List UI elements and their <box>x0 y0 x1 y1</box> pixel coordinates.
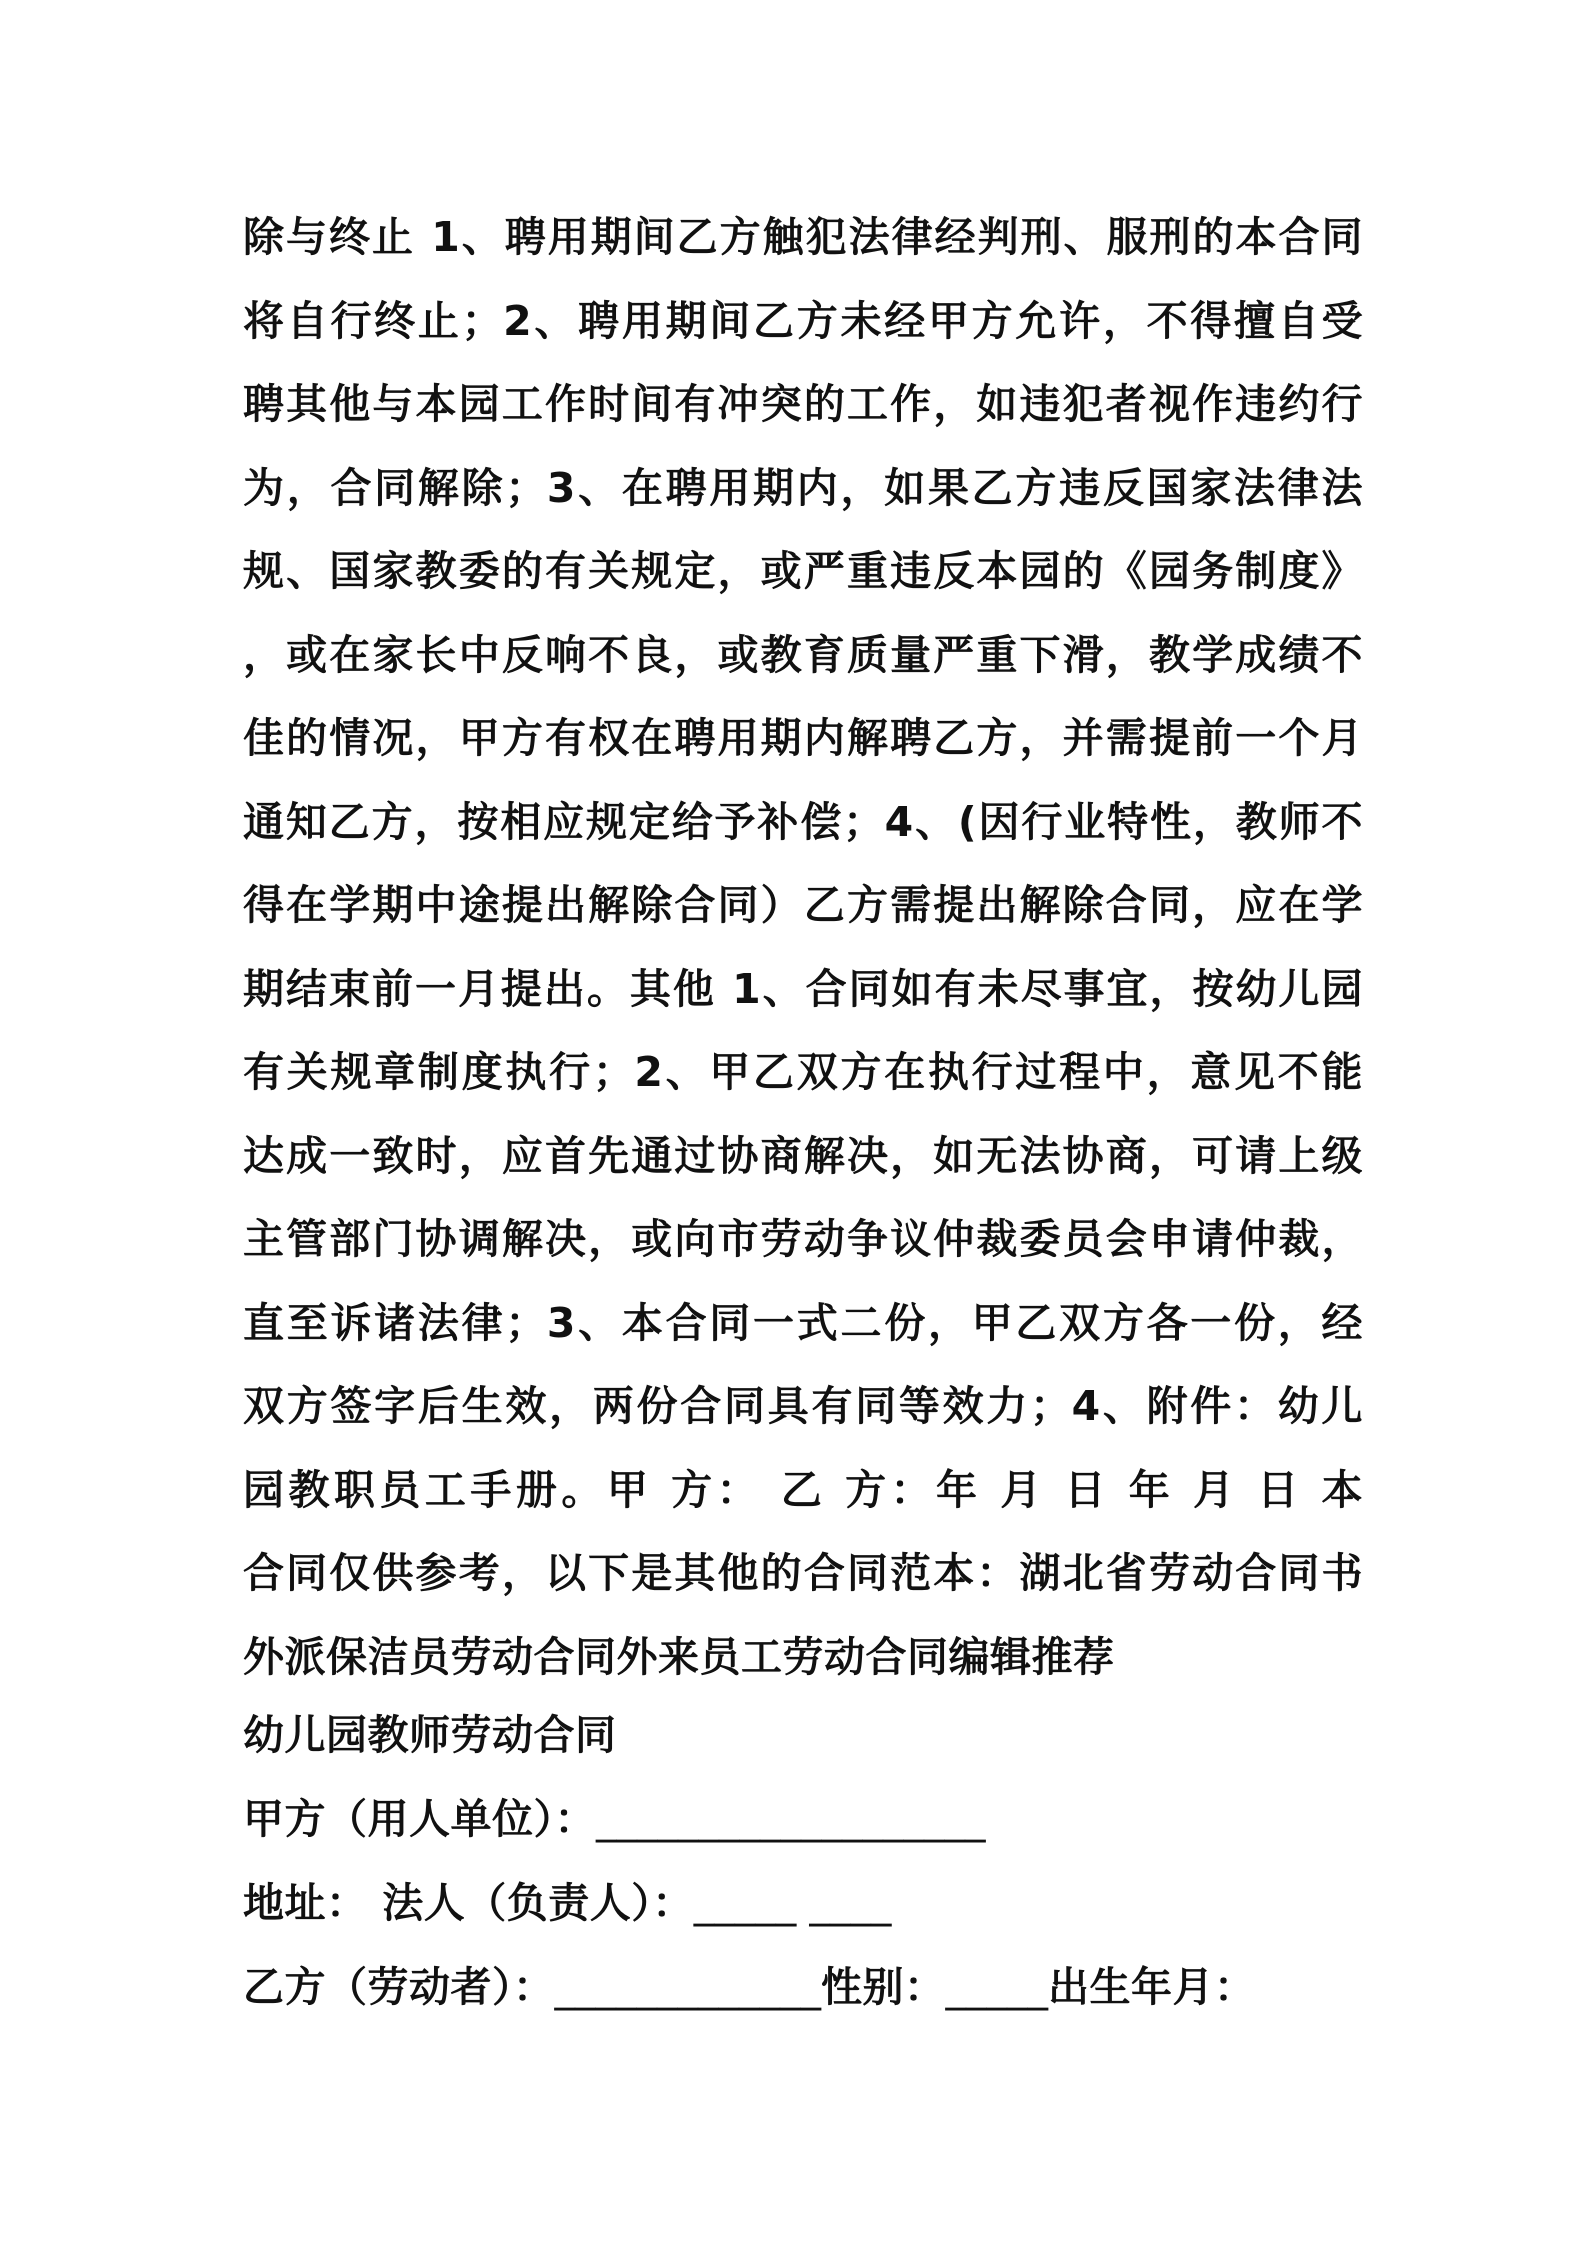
party-b-blank: _____________ <box>554 1963 821 2011</box>
party-a-blank: ___________________ <box>596 1795 986 1843</box>
body-line: 双方签字后生效，两份合同具有同等效力；4、附件：幼儿 <box>243 1382 1363 1430</box>
body-line: 期结束前一月提出。其他 1、合同如有未尽事宜，按幼儿园 <box>243 964 1363 1013</box>
body-line: 聘其他与本园工作时间有冲突的工作，如违犯者视作违约行 <box>243 380 1363 428</box>
body-line: 将自行终止；2、聘用期间乙方未经甲方允许，不得擅自受 <box>243 296 1363 345</box>
contract-title: 幼儿园教师劳动合同 <box>243 1711 617 1759</box>
address-label: 地址： 法人（负责人）： <box>243 1879 694 1927</box>
contract-body <box>243 196 1363 1699</box>
body-line: 规、国家教委的有关规定，或严重违反本园的《园务制度》 <box>243 547 1363 595</box>
body-line: 佳的情况，甲方有权在聘用期内解聘乙方，并需提前一个月 <box>243 714 1363 762</box>
body-line: 得在学期中途提出解除合同）乙方需提出解除合同，应在学 <box>243 881 1363 929</box>
body-line: 合同仅供参考，以下是其他的合同范本：湖北省劳动合同书 <box>243 1549 1363 1597</box>
body-line: 有关规章制度执行；2、甲乙双方在执行过程中，意见不能 <box>243 1048 1363 1096</box>
body-line: 外派保洁员劳动合同外来员工劳动合同编辑推荐 <box>243 1632 1115 1681</box>
legal-person-blank: _____ ____ <box>693 1879 892 1927</box>
body-line: 除与终止 1、聘用期间乙方触犯法律经判刑、服刑的本合同 <box>243 213 1363 261</box>
body-line: 园教职员工手册。甲 方： 乙 方：年 月 日 年 月 日 本 <box>243 1465 1363 1514</box>
body-line: ，或在家长中反响不良，或教育质量严重下滑，教学成绩不 <box>243 630 1363 679</box>
body-line: 通知乙方，按相应规定给予补偿；4、(因行业特性，教师不 <box>243 797 1363 846</box>
gender-label: 性别： <box>821 1963 946 2011</box>
birth-label: 出生年月： <box>1048 1963 1256 2011</box>
gender-blank: _____ <box>945 1963 1048 2011</box>
party-a-row <box>243 1777 1363 1861</box>
body-line: 为，合同解除；3、在聘用期内，如果乙方违反国家法律法 <box>243 463 1363 512</box>
address-row <box>243 1861 1363 1945</box>
body-line: 直至诉诸法律；3、本合同一式二份，甲乙双方各一份，经 <box>243 1298 1363 1347</box>
party-b-row <box>243 1945 1363 2029</box>
body-line: 达成一致时，应首先通过协商解决，如无法协商，可请上级 <box>243 1131 1363 1180</box>
party-a-label: 甲方（用人单位）： <box>243 1795 596 1843</box>
body-line: 主管部门协调解决，或向市劳动争议仲裁委员会申请仲裁， <box>243 1215 1363 1263</box>
party-b-label: 乙方（劳动者）： <box>243 1963 555 2011</box>
contract-form <box>243 1693 1363 2029</box>
